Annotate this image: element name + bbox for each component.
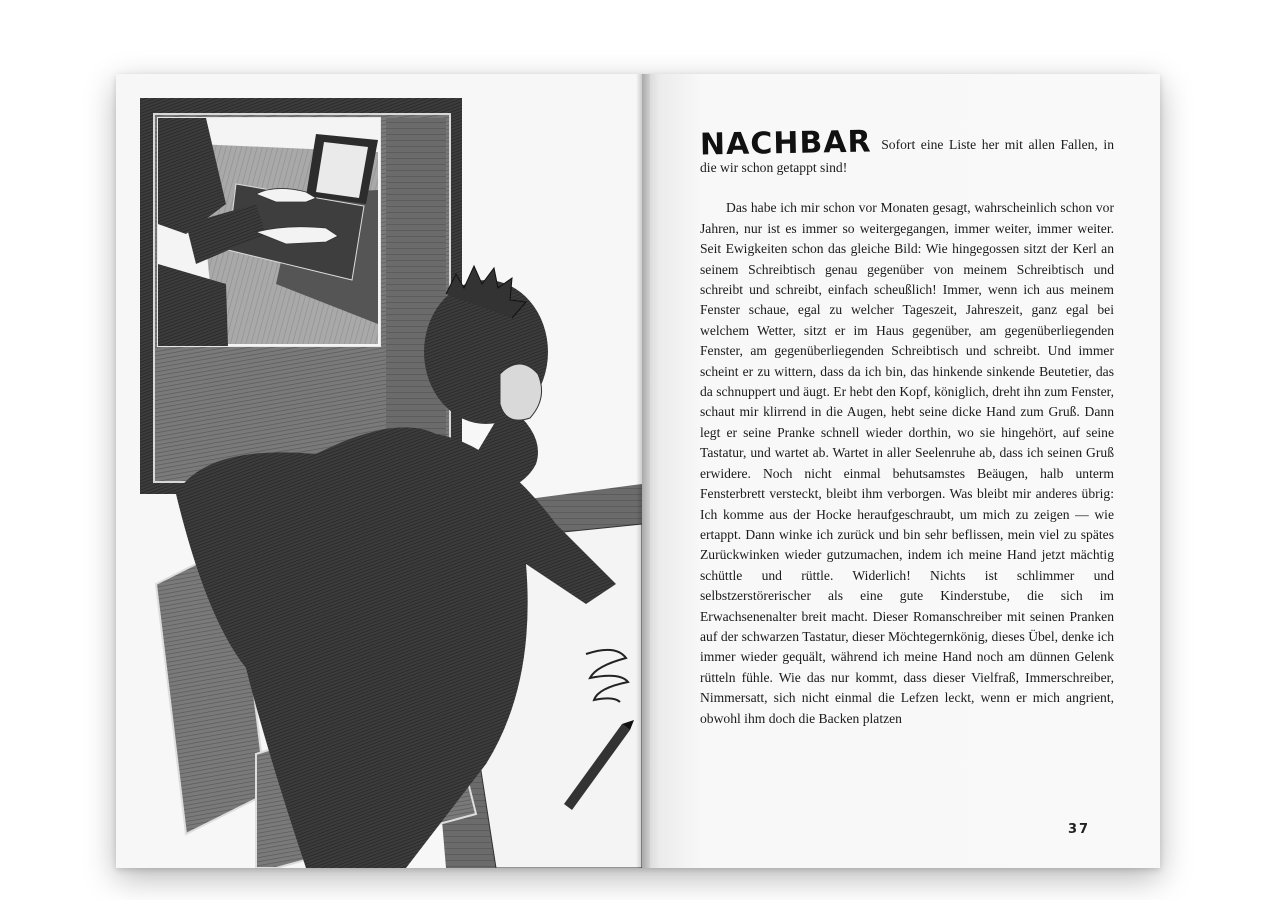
- chapter-title: NACHBAR: [699, 124, 872, 163]
- body-text: Das habe ich mir schon vor Monaten gesagt, wahrscheinlich schon vor Jahren, nur ist es immer so weitergegangen, immer weiter, immer weiter. Seit Ewigkeiten schon das gleiche Bild: Wie hingegossen sitzt der Kerl an seinem Schreibtisch genau gegenüber von meinem Schreibtisch und schreibt und schreibt, einfach scheußlich! Immer, wenn ich aus meinem Fenster schaue, egal zu welcher Tageszeit, Jahreszeit, ganz egal bei welchem Wetter, sitzt er im Haus gegenüber, am gegenüberliegenden Fenster, am gegenüberliegenden Schreibtisch und schreibt. Und immer scheint er zu wittern, dass da ich bin, das hinkende sinkende Beutetier, das da schnuppert und äugt. Er hebt den Kopf, königlich, dreht ihn zum Fenster, schaut mir klirrend in die Augen, hebt seine dicke Hand zum Gruß. Dann legt er seine Pranke schnell wieder dorthin, wo sie hingehört, auf seine Tastatur, und wartet ab. Wartet in aller Seelenruhe ab, dass ich seinen Gruß erwidere. Noch nicht einmal behutsamstes Beäugen, halb unterm Fensterbrett versteckt, bleibt ihm verborgen. Was bleibt mir anderes übrig: Ich komme aus der Hocke heraufgeschraubt, um mich zu zeigen — wie ertappt. Dann winke ich zurück und bin sehr beflissen, mein viel zu spätes Zurückwinken wieder gutzumachen, indem ich meine Hand jetzt mächtig schüttle und rüttle. Widerlich! Nichts ist schlimmer und selbstzerstörerischer als eine gute Kinderstube, die sich im Erwachsenenalter breit macht. Dieser Romanschreiber mit seinen Pranken auf der schwarzen Tastatur, dieser Möchtegernkönig, dieses Übel, denke ich immer wieder gequält, während ich meine Hand noch am dünnen Gelenk rütteln fühle. Wie das nur kommt, dass dieser Vielfraß, Immerschreiber, Nimmersatt, sich nicht einmal die Lefzen leckt, wenn er mich angrient, obwohl ihm doch die Backen platzen: [700, 200, 1114, 726]
- right-page: [642, 74, 1160, 868]
- illustration: [116, 74, 642, 868]
- neighbor-scene: [158, 118, 380, 346]
- heading-line: [699, 124, 1114, 178]
- text-block: [699, 124, 1114, 729]
- open-book: [116, 74, 1160, 868]
- subtitle: Sofort eine Liste her mit allen Fallen, in die wir schon getappt sind!: [700, 137, 1114, 175]
- left-page: [116, 74, 642, 868]
- page-number: 37: [1068, 822, 1091, 837]
